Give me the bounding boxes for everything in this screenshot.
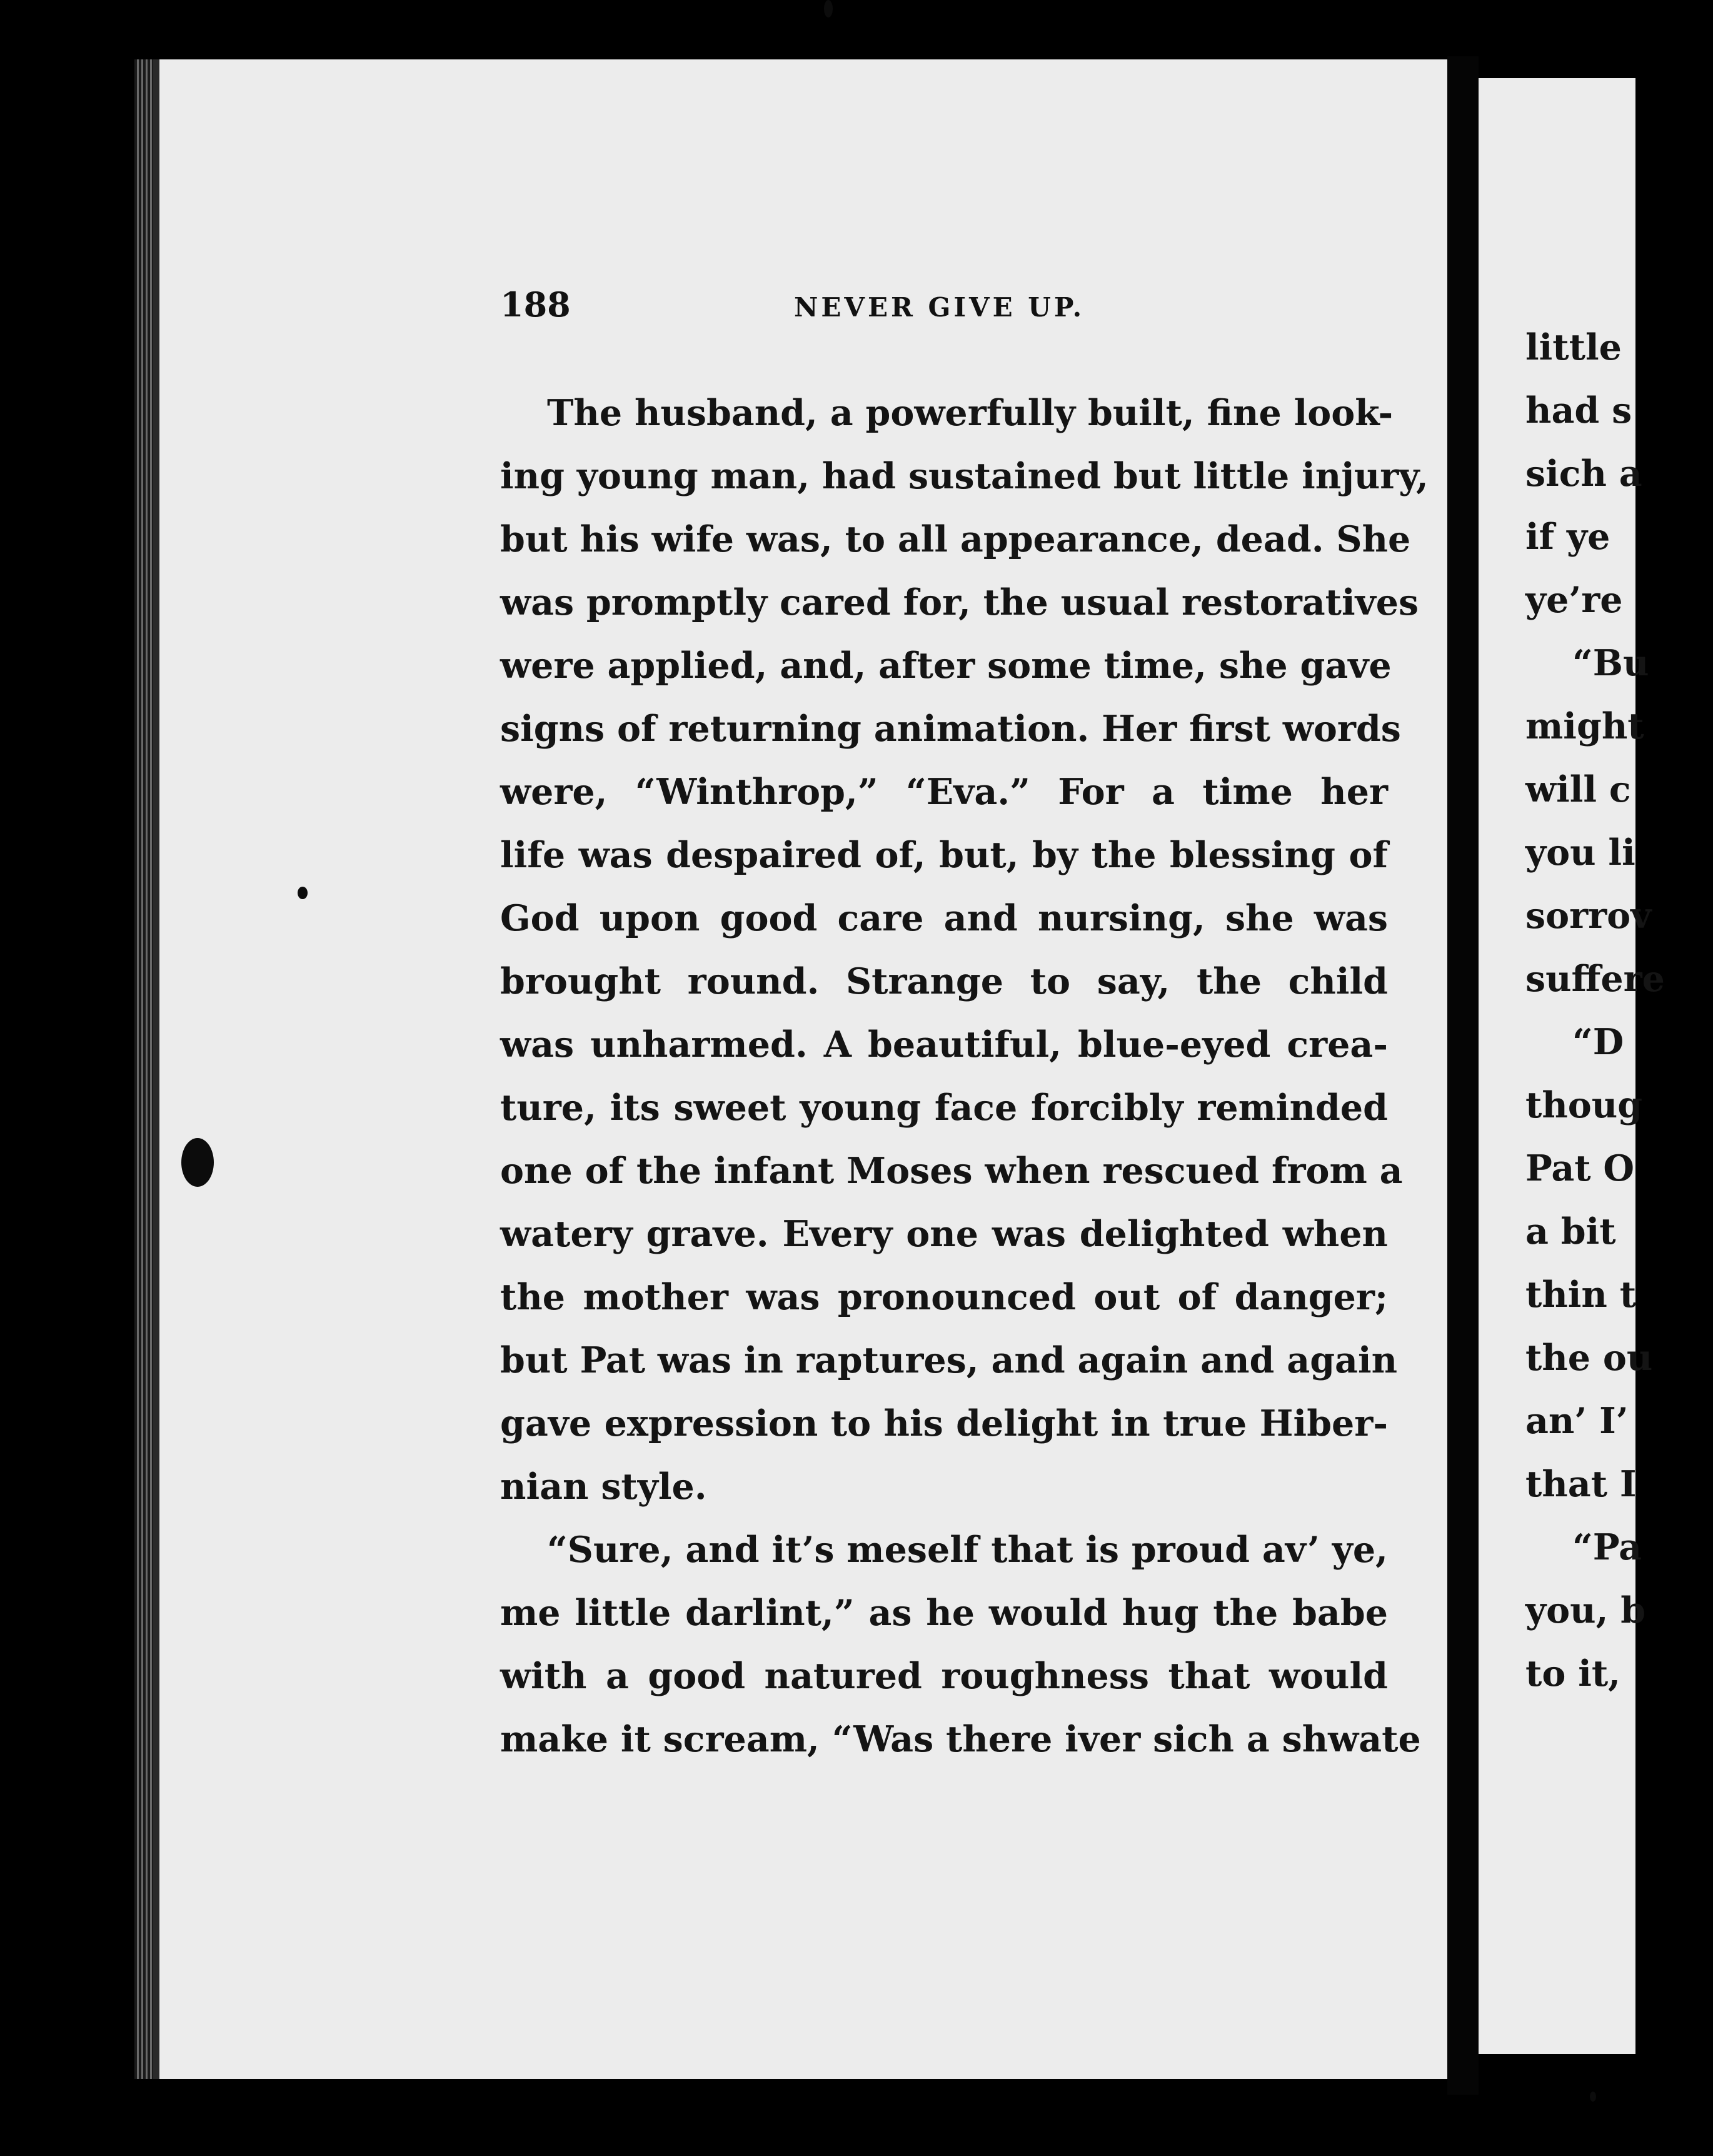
text-line: “Bu	[1572, 642, 1649, 684]
text-line: the ou	[1525, 1337, 1653, 1379]
text-line: make it scream, “Was there iver sich a shwate	[500, 1718, 1421, 1760]
text-line: nian style.	[500, 1466, 707, 1508]
text-line: a bit	[1525, 1211, 1616, 1252]
text-line: but Pat was in raptures, and again and again	[500, 1339, 1398, 1381]
ink-blot	[181, 1138, 214, 1187]
text-line: little	[1525, 326, 1622, 368]
text-line: “D	[1572, 1021, 1624, 1063]
text-line: God upon good care and nursing, she was	[500, 897, 1388, 939]
text-line: suffere	[1525, 958, 1665, 1000]
text-line: the mother was pronounced out of danger;	[500, 1276, 1388, 1318]
text-line: thoug	[1525, 1084, 1643, 1126]
text-line: brought round. Strange to say, the child	[500, 960, 1388, 1002]
page-header	[500, 285, 1388, 328]
right-page-text	[1525, 316, 1713, 1705]
text-line: was promptly cared for, the usual restoratives	[500, 582, 1419, 623]
text-line: gave expression to his delight in true Hiber-	[500, 1403, 1388, 1444]
ink-speck	[1590, 2092, 1596, 2102]
page-number: 188	[500, 285, 571, 325]
book-gutter	[1447, 56, 1479, 2095]
text-line: one of the infant Moses when rescued from a	[500, 1150, 1403, 1192]
text-line: that I	[1525, 1463, 1637, 1505]
text-line: were, “Winthrop,” “Eva.” For a time her	[500, 771, 1388, 813]
text-line: life was despaired of, but, by the blessing of	[500, 834, 1388, 876]
text-line: to it,	[1525, 1653, 1621, 1695]
text-line: you li	[1525, 832, 1635, 874]
text-line: ing young man, had sustained but little injury,	[500, 455, 1429, 497]
page-edge	[134, 59, 153, 2079]
text-line: watery grave. Every one was delighted when	[500, 1213, 1388, 1255]
text-line: an’ I’	[1525, 1400, 1629, 1442]
ink-speck	[824, 0, 833, 18]
text-line: The husband, a powerfully built, fine look-	[547, 392, 1394, 434]
text-line: ye’re	[1525, 579, 1623, 621]
text-line: had s	[1525, 390, 1632, 431]
text-line: Pat O	[1525, 1147, 1635, 1189]
text-line: but his wife was, to all appearance, dead. She	[500, 518, 1411, 560]
text-line: were applied, and, after some time, she gave	[500, 645, 1392, 687]
body-text	[500, 381, 1429, 1771]
text-line: with a good natured roughness that would	[500, 1655, 1388, 1697]
text-line: ture, its sweet young face forcibly reminded	[500, 1087, 1388, 1129]
text-line: signs of returning animation. Her first words	[500, 708, 1401, 750]
text-line: was unharmed. A beautiful, blue-eyed crea-	[500, 1024, 1388, 1065]
text-line: might	[1525, 705, 1644, 747]
text-line: you, b	[1525, 1589, 1646, 1631]
text-line: sorrov	[1525, 895, 1652, 937]
ink-speck	[298, 887, 308, 899]
text-line: if ye	[1525, 516, 1610, 558]
text-line: “Pa	[1572, 1526, 1642, 1568]
text-line: sich a	[1525, 453, 1642, 495]
text-line: will c	[1525, 768, 1631, 810]
text-line: me little darlint,” as he would hug the babe	[500, 1592, 1388, 1634]
running-title: NEVER GIVE UP.	[794, 292, 1085, 323]
text-line: “Sure, and it’s meself that is proud av’ ye,	[547, 1529, 1388, 1571]
text-line: thin t	[1525, 1274, 1637, 1316]
